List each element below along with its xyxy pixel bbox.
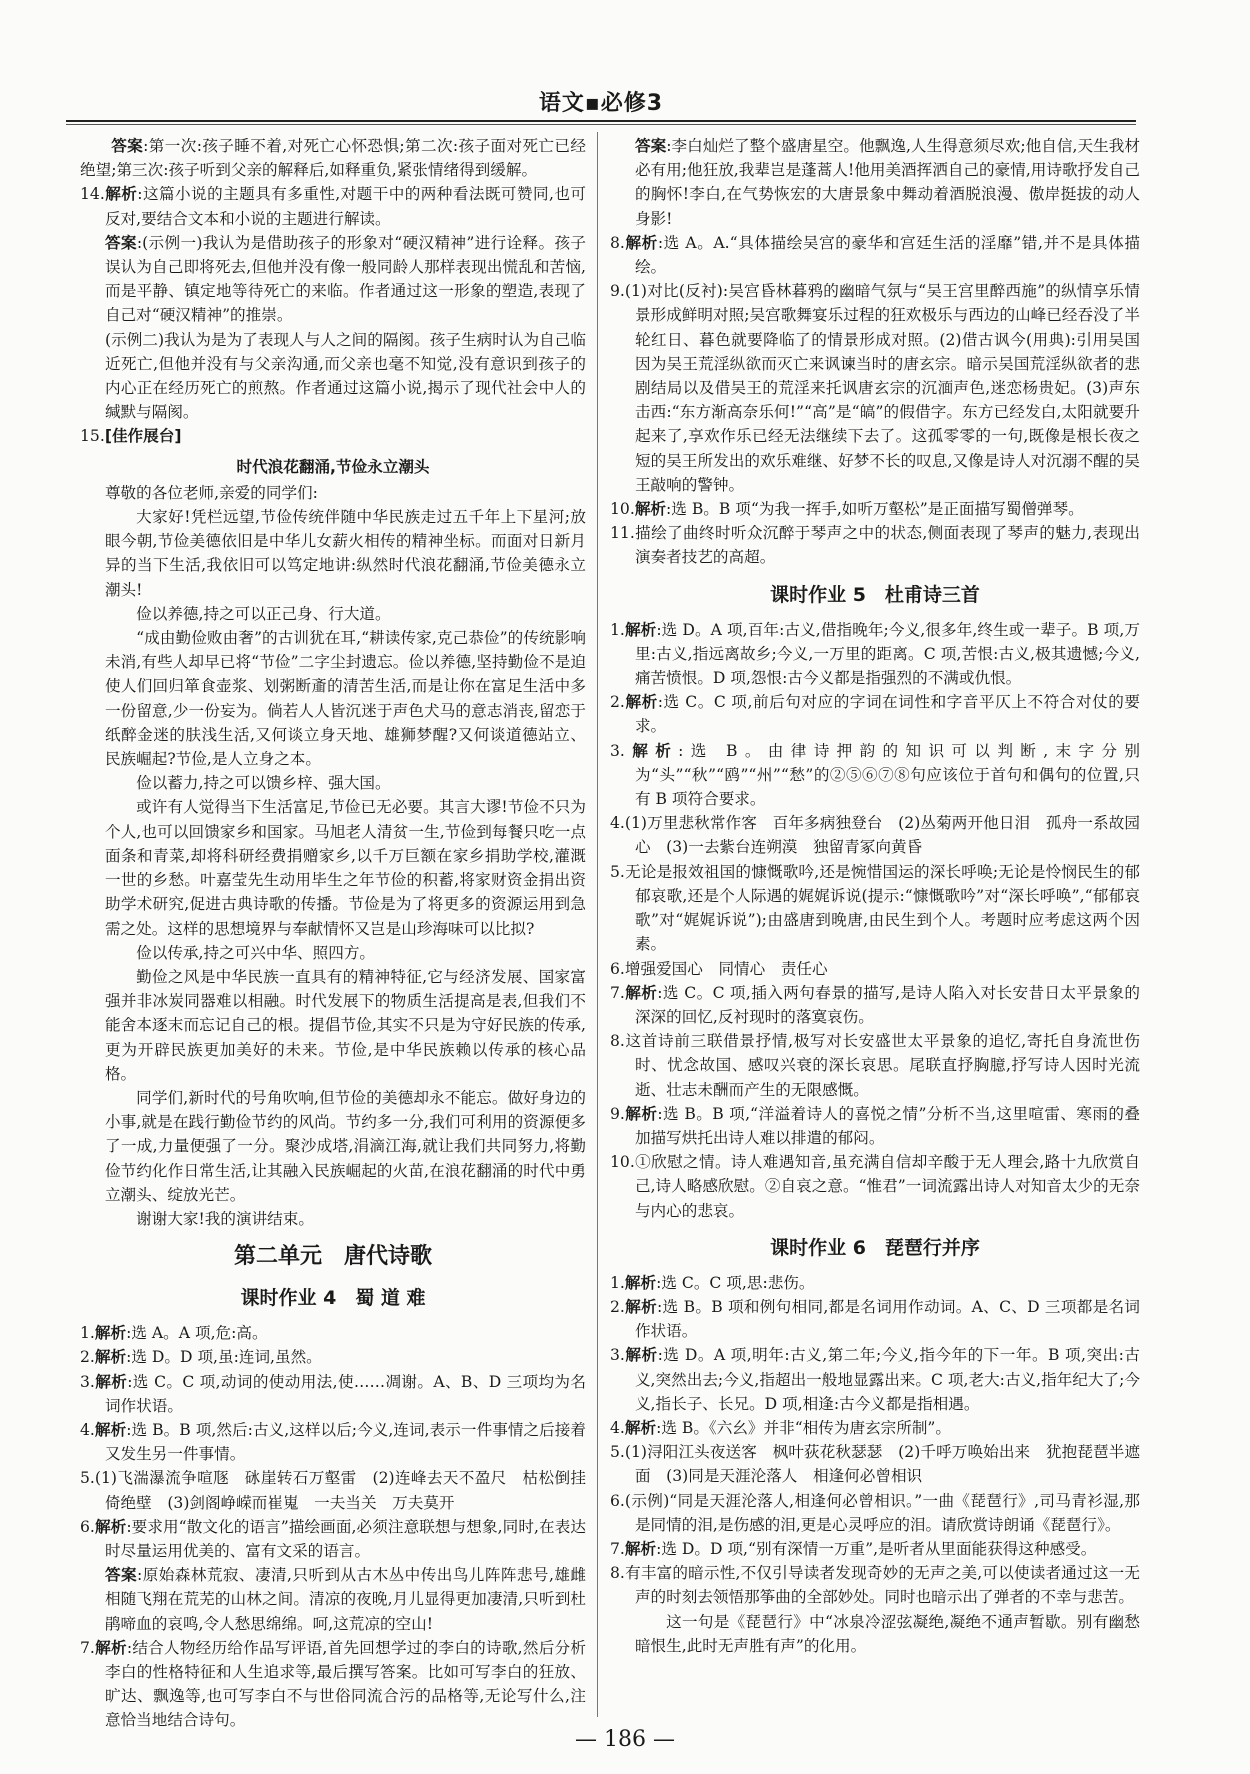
answer-label: 答案 [104, 233, 137, 252]
page-header [66, 86, 1136, 126]
showcase-tag: [佳作展台] [104, 427, 182, 446]
unit-title: 第二单元 唐代诗歌 [233, 1244, 432, 1270]
analysis-label: 解析 [104, 185, 138, 204]
item-text: :选 A。A 项,危:高。 [126, 1324, 268, 1343]
item-number: 4. [610, 1418, 625, 1437]
answer-text: :李白灿烂了整个盛唐星空。他飘逸,人生得意须尽欢;他自信,天生我材必有用;他狂放,我辈岂是蓬蒿人!他用美酒挥洒自己的豪情,用诗歌抒发自己的胸怀!李白,在气势恢宏的大唐景象中舞动着酒脱浪漫、傲岸挺拔的动人身影! [634, 137, 1140, 228]
answer-item [610, 1343, 1140, 1416]
speech-para: 或许有人觉得当下生活富足,节俭已无必要。其言大谬!节俭不只为个人,也可以回馈家乡和国家。马旭老人清贫一生,节俭到每餐只吃一点面条和青菜,却将科研经费捐赠家乡,以千万巨额在家乡捐助学校,灌溉一世的乡愁。叶嘉莹先生动用毕生之年节俭的积蓄,将家财资金捐出资助学术研究,促进古典诗歌的传播。节俭是为了将更多的资源运用到急需之处。这样的思想境界与奉献情怀又岂是山珍海味可以比拟? [104, 798, 586, 938]
items-c-list [610, 1271, 1140, 1610]
item-text: :选 B。B 项,“洋溢着诗人的喜悦之情”分析不当,这里喧雷、寒雨的叠加描写烘托出诗人难以排遣的郁闷。 [634, 1104, 1140, 1147]
item-number: 5. [610, 1443, 625, 1462]
item-text: :选 D。D 项,虽:连词,虽然。 [126, 1348, 322, 1367]
answer-item [610, 957, 1140, 981]
items-b-list [610, 618, 1140, 1223]
item-number: 3. [80, 1372, 95, 1391]
items-a-list [610, 231, 1140, 570]
item-number: 10. [610, 1153, 635, 1172]
speech-para: 勤俭之风是中华民族一直具有的精神特征,它与经济发展、国家富强并非冰炭同器难以相融。时代发展下的物质生活提高是表,但我们不能舍本逐末而忘记自己的根。提倡节俭,其实不只是为守好民族的传承,更为开辟民族更加美好的未来。节俭,是中华民族赖以传承的核心品格。 [104, 967, 586, 1083]
answer-label: 答案 [104, 1566, 138, 1585]
column-divider [597, 132, 598, 1717]
answer-item [610, 1416, 1140, 1440]
analysis-label: 解析 [624, 1418, 657, 1437]
item-number: 3. [610, 741, 625, 760]
answer-text: :(示例一)我认为是借助孩子的形象对“硬汉精神”进行诠释。孩子误认为自己即将死去,但他并没有像一般同龄人那样表现出慌乱和苦恼,而是平静、镇定地等待死亡的来临。作者通过这一形象的塑造,表现了自己对“硬汉精神”的推崇。 [104, 233, 586, 325]
answer-label: 答案 [111, 137, 144, 155]
analysis-label: 解析 [624, 1346, 658, 1365]
answer-item [610, 811, 1140, 859]
item-number: 8. [610, 233, 625, 252]
analysis-label: 解析 [634, 500, 667, 519]
item-text: :选 B。《六幺》并非“相传为唐玄宗所制”。 [656, 1418, 952, 1437]
analysis-text: :这篇小说的主题具有多重性,对题干中的两种看法既可赞同,也可反对,要结合文本和小说的主题进行解读。 [104, 185, 586, 228]
item-number: 4. [610, 814, 625, 833]
answer-item [610, 690, 1140, 738]
item-text: :选 A。A.“具体描绘吴宫的豪华和宫廷生活的淫靡”错,并不是具体描绘。 [634, 233, 1140, 277]
item-text: 这首诗前三联借景抒情,极写对长安盛世太平景象的追忆,寄托自身流世伤时、忧念故国、感叹兴衰的深长哀思。尾联直抒胸臆,抒写诗人因时光流逝、壮志未酬而产生的无限感慨。 [624, 1032, 1140, 1099]
item-text: :要求用“散文化的语言”描绘画面,必须注意联想与想象,同时,在表达时尽量运用优美的、富有文采的语言。 [104, 1517, 586, 1560]
answer-item [610, 1489, 1140, 1537]
item-text: :选 C。C 项,动词的使动用法,使……凋谢。A、B、D 三项均为名词作状语。 [104, 1372, 586, 1415]
answer-text: :第一次:孩子睡不着,对死亡心怀恐惧;第二次:孩子面对死亡已经绝望;第三次:孩子听到父亲的解释后,如释重负,紧张情绪得到缓解。 [80, 137, 586, 180]
item-number: 2. [610, 1297, 625, 1316]
analysis-text: :结合人物经历给作品写评语,首先回想学过的李白的诗歌,然后分析李白的性格特征和人生追求等,最后撰写答案。比如可写李白的狂放、旷达、飘逸等,也可写李白不与世俗同流合污的品格等,无论写什么,注意恰当地结合诗句。 [104, 1638, 586, 1730]
item-number: 4. [80, 1420, 95, 1439]
item-number: 9. [610, 282, 625, 301]
analysis-label: 解析 [94, 1348, 127, 1367]
item-number: 6. [80, 1517, 95, 1536]
item-number: 5. [80, 1469, 95, 1488]
item-number: 10. [610, 500, 635, 519]
analysis-label: 解析 [624, 233, 658, 252]
item-number: 7. [80, 1638, 95, 1657]
answer-item [610, 860, 1140, 957]
item-text: :选 C。C 项,插入两句春景的描写,是诗人陷入对长安昔日太平景象的深深的回忆,反衬现时的落寞哀伤。 [634, 983, 1140, 1026]
answer-item [610, 1537, 1140, 1561]
item-number: 9. [610, 1104, 625, 1123]
speech-para: 俭以养德,持之可以正己身、行大道。 [136, 604, 391, 623]
speech-para: 俭以传承,持之可兴中华、照四方。 [136, 943, 376, 962]
item-text: (1)万里悲秋常作客 百年多病独登台 (2)丛菊两开他日泪 孤舟一系故园心 (3)一去紫台连朔漠 独留青冢向黄昏 [624, 814, 1140, 857]
answer-item [610, 521, 1140, 569]
lesson4-list [80, 1321, 586, 1563]
q15-heading [80, 424, 586, 448]
item-number: 2. [80, 1348, 95, 1367]
q14-answer [80, 231, 586, 328]
item-text: ①欣慰之情。诗人难遇知音,虽充满自信却辛酸于无人理会,路十九欣赏自己,诗人略感欣慰。②自哀之意。“惟君”一词流露出诗人对知音太少的无奈与内心的悲哀。 [634, 1153, 1140, 1220]
right-column [610, 134, 1140, 1658]
answer-item [80, 1466, 586, 1514]
item-number: 15. [80, 427, 105, 446]
item-number: 6. [610, 1491, 625, 1510]
answer-item [610, 1150, 1140, 1223]
analysis-label: 解析 [94, 1517, 127, 1536]
answer-item [610, 279, 1140, 497]
speech-para: 俭以蓄力,持之可以馈乡梓、强大国。 [136, 774, 391, 793]
analysis-label: 解析 [94, 1638, 127, 1657]
item-number: 8. [610, 1032, 625, 1051]
lesson-title: 课时作业 4 蜀 道 难 [240, 1287, 426, 1310]
item-number: 1. [610, 1273, 625, 1292]
answer-item [610, 1029, 1140, 1102]
answer-item [80, 1370, 586, 1418]
analysis-label: 解析 [624, 983, 658, 1002]
item-number: 5. [610, 862, 625, 881]
analysis-label: 解析 [624, 620, 657, 639]
item-number: 1. [610, 620, 625, 639]
analysis-label: 解析 [624, 741, 679, 760]
item-number: 14. [80, 185, 105, 204]
item-text: (示例)“同是天涯沦落人,相逢何必曾相识。”一曲《琵琶行》,司马青衫湿,那是同情的泪,是伤感的泪,更是心灵呼应的泪。请欣赏诗朗诵《琵琶行》。 [624, 1491, 1140, 1534]
speech-para: 谢谢大家!我的演讲结束。 [136, 1209, 314, 1228]
speech-para: “成由勤俭败由奢”的古训犹在耳,“耕读传家,克己恭俭”的传统影响未消,有些人却早已将“节俭”二字尘封遗忘。俭以养德,坚持勤俭不是迫使人们回归箪食壶浆、划粥断齑的清苦生活,而是让你在富足生活中多一份留意,少一份妄为。倘若人人皆沉迷于声色犬马的意志消丧,留恋于纸醉金迷的肤浅生活,又何谈立身天地、雄狮梦醒?又何谈道德站立、民族崛起?节俭,是人立身之本。 [104, 629, 586, 769]
analysis-label: 解析 [94, 1324, 127, 1343]
q13-answer [80, 134, 586, 182]
q14-answer-2: (示例二)我认为是为了表现人与人之间的隔阂。孩子生病时认为自己临近死亡,但他并没有与父亲沟通,而父亲也毫不知觉,没有意识到孩子的内心正在经历死亡的煎熬。作者通过这篇小说,揭示了现代社会中人的缄默与隔阂。 [104, 330, 586, 422]
speech-title: 时代浪花翻涌,节俭永立潮头 [236, 457, 430, 476]
item-number: 8. [610, 1564, 625, 1583]
answer-item [610, 1561, 1140, 1609]
item-text: :选 B。由律诗押韵的知识可以判断,末字分别为“头”“秋”“鸥”“州”“愁”的②⑤⑥⑦⑧句应该位于首句和偶句的位置,只有 B 项符合要求。 [634, 741, 1140, 809]
analysis-label: 解析 [624, 1273, 657, 1292]
item-number: 3. [610, 1346, 625, 1365]
item-text: :选 B。B 项,然后:古义,这样以后;今义,连词,表示一件事情之后接着又发生另一件事情。 [104, 1420, 586, 1464]
item-text: :选 D。A 项,明年:古义,第二年;今义,指今年的下一年。B 项,突出:古义,突然出去;今义,指超出一般地显露出来。C 项,老大:古义,指年纪大了;今义,指长子、长兄。D 项,相逢:古今义都是指相遇。 [634, 1346, 1140, 1413]
q7-answer [610, 134, 1140, 231]
analysis-label: 解析 [94, 1372, 128, 1391]
speech-para: 大家好!凭栏远望,节俭传统伴随中华民族走过五千年上下星河;放眼今朝,节俭美德依旧是中华儿女薪火相传的精神坐标。而面对日新月异的当下生活,我依旧可以笃定地讲:纵然时代浪花翻涌,节俭美德永立潮头! [104, 508, 586, 599]
header-rule-thin [66, 124, 1136, 125]
analysis-label: 解析 [624, 1539, 657, 1558]
item-text: 无论是报效祖国的慷慨歌吟,还是惋惜国运的深长呼唤;无论是怜悯民生的郁郁哀歌,还是个人际遇的娓娓诉说(提示:“慷慨歌吟”对“深长呼唤”,“郁郁哀歌”对“娓娓诉说”);由盛唐到晚唐,由民生到个人。考题时应考虑这两个因素。 [624, 862, 1140, 954]
left-column [80, 134, 586, 1733]
item-text: 增强爱国心 同情心 责任心 [624, 959, 828, 978]
answer-item [80, 1515, 586, 1563]
q14-analysis [80, 182, 586, 230]
item-number: 11. [610, 524, 635, 543]
answer-item [610, 1440, 1140, 1488]
answer-item [610, 1102, 1140, 1150]
answer-item [80, 1345, 586, 1369]
item-number: 2. [610, 693, 625, 712]
answer-item [610, 981, 1140, 1029]
q6-answer [80, 1563, 586, 1636]
answer-item [610, 1271, 1140, 1295]
item-text: 描绘了曲终时听众沉醉于琴声之中的状态,侧面表现了琴声的魅力,表现出演奏者技艺的高超。 [634, 524, 1140, 567]
item-text: (1)浔阳江头夜送客 枫叶荻花秋瑟瑟 (2)千呼万唤始出来 犹抱琵琶半遮面 (3)同是天涯沦落人 相逢何必曾相识 [624, 1443, 1140, 1486]
answer-item [610, 739, 1140, 812]
item-number: 7. [610, 983, 625, 1002]
item-text: :选 B。B 项和例句相同,都是名词用作动词。A、C、D 三项都是名词作状语。 [634, 1297, 1140, 1341]
answer-label: 答案 [634, 137, 667, 155]
answer-item [80, 1321, 586, 1345]
item-text: :选 D。A 项,百年:古义,借指晚年;今义,很多年,终生或一辈子。B 项,万里:古义,指远离故乡;今义,一万里的距离。C 项,苦恨:古义,极其遗憾;今义,痛苦愤恨。D 项,怨恨:古今义都是指强烈的不满或仇恨。 [634, 620, 1140, 688]
item-text: :选 C。C 项,思:悲伤。 [656, 1273, 815, 1292]
header-rule [66, 120, 1136, 122]
item-text: :选 D。D 项,“别有深情一万重”,是听者从里面能获得这种感受。 [656, 1539, 1097, 1558]
last-paragraph: 这一句是《琵琶行》中“冰泉冷涩弦凝绝,凝绝不通声暂歇。别有幽愁暗恨生,此时无声胜有声”的化用。 [634, 1612, 1140, 1655]
lesson-title: 课时作业 6 琵琶行并序 [770, 1236, 980, 1259]
answer-item [80, 1418, 586, 1466]
answer-text: :原始森林荒寂、凄清,只听到从古木丛中传出鸟儿阵阵悲号,雄雌相随飞翔在荒芜的山林之间。清凉的夜晚,月儿显得更加凄清,只听到杜鹃啼血的哀鸣,令人愁思绵绵。呵,这荒凉的空山! [104, 1566, 586, 1633]
item-text: (1)飞湍瀑流争喧豗 砯崖转石万壑雷 (2)连峰去天不盈尺 枯松倒挂倚绝壁 (3)剑阁峥嵘而崔嵬 一夫当关 万夫莫开 [94, 1469, 586, 1512]
analysis-label: 解析 [94, 1420, 127, 1439]
header-title: 语文▪必修3 [538, 91, 664, 116]
answer-item [610, 1295, 1140, 1343]
speech-para: 尊敬的各位老师,亲爱的同学们: [104, 483, 318, 502]
page-number: — 186 — [575, 1727, 675, 1752]
item-number: 7. [610, 1539, 625, 1558]
speech-para: 同学们,新时代的号角吹响,但节俭的美德却永不能忘。做好身边的小事,就是在践行勤俭节约的风尚。节约多一分,我们可利用的资源便多了一成,力量便强了一分。聚沙成塔,涓滴江海,就让我们共同努力,将勤俭节约化作日常生活,让其融入民族崛起的火苗,在浪花翻涌的时代中勇立潮头、绽放光芒。 [104, 1088, 586, 1204]
item-text: :选 B。B 项“为我一挥手,如听万壑松”是正面描写蜀僧弹琴。 [666, 500, 1084, 519]
analysis-label: 解析 [624, 693, 658, 712]
item-number: 1. [80, 1324, 95, 1343]
answer-item [610, 618, 1140, 691]
item-text: 有丰富的暗示性,不仅引导读者发现奇妙的无声之美,可以使读者通过这一无声的时刻去领悟那筝曲的全部妙处。同时也暗示出了弹者的不幸与悲苦。 [624, 1564, 1140, 1607]
answer-item [610, 497, 1140, 521]
analysis-label: 解析 [624, 1104, 658, 1123]
item-number: 6. [610, 959, 625, 978]
analysis-label: 解析 [624, 1297, 657, 1316]
q7-analysis [80, 1636, 586, 1733]
item-text: (1)对比(反衬):吴宫昏林暮鸦的幽暗气氛与“吴王宫里醉西施”的纵情享乐情景形成鲜明对照;吴宫歌舞宴乐过程的狂欢极乐与西边的山峰已经吞没了半轮红日、暮色就要降临了的情景形成对照。(2)借古讽今(用典):引用吴国因为吴王荒淫纵欲而灭亡来讽谏当时的唐玄宗。暗示吴国荒淫纵欲者的悲剧结局以及借吴王的荒淫来托讽唐玄宗的沉湎声色,迷恋杨贵妃。(3)声东击西:“东方渐高奈乐何!”“高”是“皜”的假借字。东方已经发白,太阳就要升起来了,享欢作乐已经无法继续下去了。这孤零零的一句,既像是根长夜之短的吴王所发出的欢乐难继、好梦不长的叹息,又像是诗人对沉溺不醒的吴王敲响的警钟。 [624, 282, 1140, 494]
answer-item [610, 231, 1140, 279]
lesson-title: 课时作业 5 杜甫诗三首 [770, 583, 980, 606]
item-text: :选 C。C 项,前后句对应的字词在词性和字音平仄上不符合对仗的要求。 [634, 693, 1140, 736]
